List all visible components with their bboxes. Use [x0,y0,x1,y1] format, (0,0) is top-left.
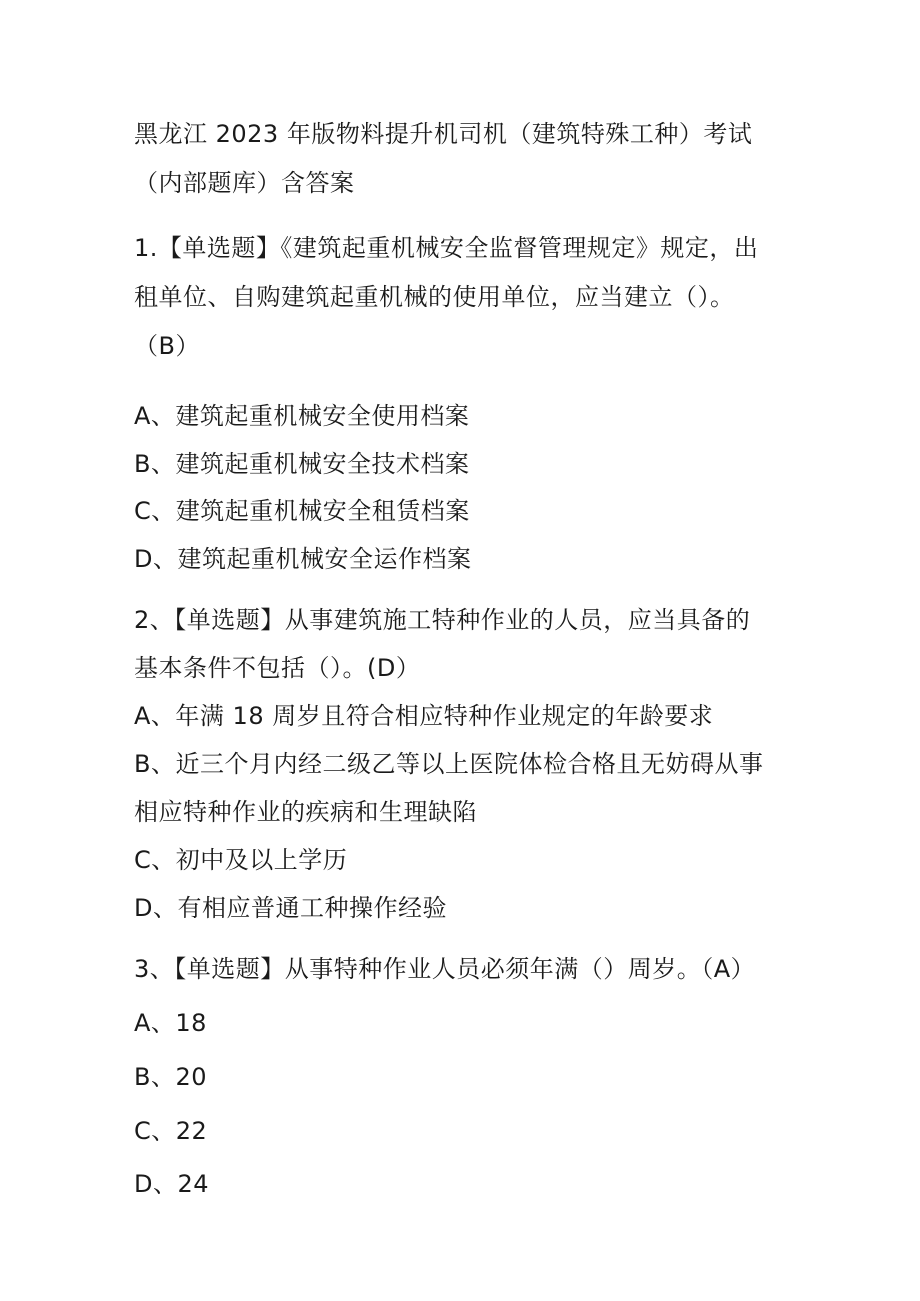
question-1-option-c: C、建筑起重机械安全租赁档案 [134,497,470,525]
question-1-stem-line-1: 1.【单选题】《建筑起重机械安全监督管理规定》规定，出 [134,234,759,262]
question-2-option-b-line-2: 相应特种作业的疾病和生理缺陷 [134,798,477,826]
question-2-option-c: C、初中及以上学历 [134,846,348,874]
question-1-option-a: A、建筑起重机械安全使用档案 [134,402,470,430]
document-title-line-1: 黑龙江 2023 年版物料提升机司机（建筑特殊工种）考试 [134,120,753,148]
question-2-stem-line-2: 基本条件不包括（）。(D） [134,654,421,682]
question-3-option-c: C、22 [134,1117,208,1145]
question-1-option-b: B、建筑起重机械安全技术档案 [134,450,470,478]
document-title-line-2: （内部题库）含答案 [134,169,355,197]
question-3-option-b: B、20 [134,1063,208,1091]
question-2-option-b-line-1: B、近三个月内经二级乙等以上医院体检合格且无妨碍从事 [134,750,764,778]
question-3-stem: 3、【单选题】从事特种作业人员必须年满（）周岁。（A） [134,955,756,983]
question-1-option-d: D、建筑起重机械安全运作档案 [134,545,472,573]
question-2-option-d: D、有相应普通工种操作经验 [134,894,447,922]
question-1-stem-line-2: 租单位、自购建筑起重机械的使用单位，应当建立（）。 [134,283,735,311]
question-3-option-a: A、18 [134,1009,207,1037]
question-2-option-a: A、年满 18 周岁且符合相应特种作业规定的年龄要求 [134,702,714,730]
question-1-answer: （B） [134,332,200,360]
question-3-option-d: D、24 [134,1170,210,1198]
question-2-stem-line-1: 2、【单选题】从事建筑施工特种作业的人员，应当具备的 [134,606,751,634]
